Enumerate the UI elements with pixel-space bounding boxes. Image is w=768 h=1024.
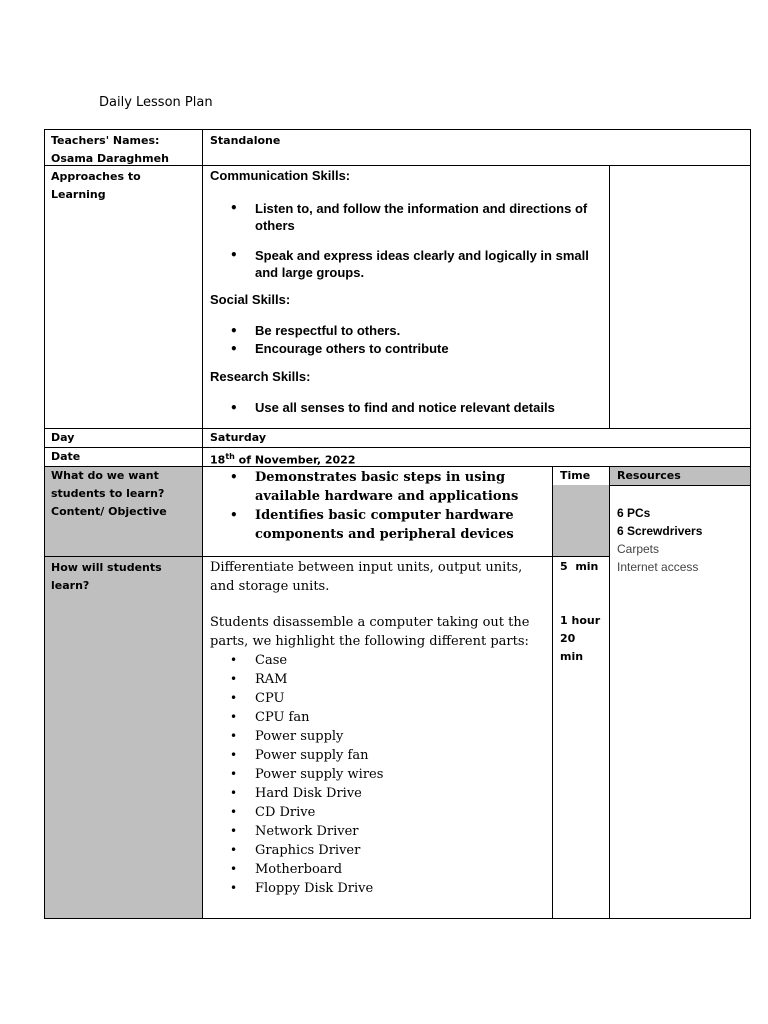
how-paragraph-1: Differentiate between input units, output units, and storage units. bbox=[210, 560, 523, 594]
list-item: • Motherboard bbox=[210, 860, 545, 879]
how-label-1: How will students bbox=[51, 561, 162, 574]
teacher-label: Teachers' Names: bbox=[51, 134, 160, 147]
list-item: • CPU fan bbox=[210, 708, 545, 727]
list-item: • Be respectful to others. bbox=[210, 322, 595, 340]
list-item: • Floppy Disk Drive bbox=[210, 879, 545, 898]
objective-content-cell bbox=[202, 466, 553, 557]
list-item: • Power supply fan bbox=[210, 746, 545, 765]
page-title: Daily Lesson Plan bbox=[99, 95, 213, 110]
unit-name: Standalone bbox=[210, 134, 281, 147]
list-item: • Network Driver bbox=[210, 822, 545, 841]
research-list bbox=[210, 399, 595, 417]
list-item: • Speak and express ideas clearly and logically in small and large groups. bbox=[210, 247, 595, 281]
resources-header-cell bbox=[609, 466, 751, 486]
teacher-name: Osama Daraghmeh bbox=[51, 152, 169, 165]
list-item: • Encourage others to contribute bbox=[210, 340, 595, 358]
day-label: Day bbox=[51, 431, 75, 444]
day-value-cell bbox=[202, 428, 751, 448]
objective-label-1: What do we want bbox=[51, 469, 159, 482]
approaches-label: Approaches to Learning bbox=[51, 170, 141, 201]
resource-item: Internet access bbox=[617, 560, 699, 574]
resources-header: Resources bbox=[617, 469, 681, 482]
date-rest: of November, 2022 bbox=[234, 453, 356, 467]
objective-list bbox=[210, 468, 545, 544]
resource-item: Carpets bbox=[617, 542, 660, 556]
list-item: • Graphics Driver bbox=[210, 841, 545, 860]
approaches-content-cell bbox=[202, 165, 610, 429]
time-header: Time bbox=[553, 467, 609, 485]
list-item: • Use all senses to find and notice relevant details bbox=[210, 399, 595, 417]
objective-label-cell bbox=[44, 466, 203, 557]
objective-label-2: students to learn? bbox=[51, 487, 165, 500]
list-item: • Hard Disk Drive bbox=[210, 784, 545, 803]
list-item: • Power supply bbox=[210, 727, 545, 746]
list-item: • CPU bbox=[210, 689, 545, 708]
communication-list bbox=[210, 200, 595, 281]
teacher-cell bbox=[44, 129, 203, 166]
social-list bbox=[210, 322, 595, 358]
list-item: • Case bbox=[210, 651, 545, 670]
resource-item: 6 Screwdrivers bbox=[617, 524, 703, 538]
social-heading: Social Skills: bbox=[210, 292, 291, 307]
how-label-cell bbox=[44, 556, 203, 919]
communication-heading: Communication Skills: bbox=[210, 168, 351, 183]
approaches-empty-cell bbox=[609, 165, 751, 429]
day-label-cell bbox=[44, 428, 203, 448]
how-label-2: learn? bbox=[51, 579, 90, 592]
unit-cell bbox=[202, 129, 751, 166]
list-item: • Power supply wires bbox=[210, 765, 545, 784]
time-entry-1: 5 min bbox=[560, 560, 599, 573]
parts-list bbox=[210, 651, 545, 898]
list-item: • Demonstrates basic steps in using available hardware and applications bbox=[210, 468, 545, 506]
how-paragraph-2: Students disassemble a computer taking out the parts, we highlight the following different parts: bbox=[210, 615, 530, 649]
date-value-cell bbox=[202, 447, 751, 467]
how-content-cell bbox=[202, 556, 553, 919]
list-item: • RAM bbox=[210, 670, 545, 689]
list-item: • Identifies basic computer hardware components and peripheral devices bbox=[210, 506, 545, 544]
research-heading: Research Skills: bbox=[210, 369, 311, 384]
date-day: 18 bbox=[210, 453, 226, 467]
time-entry-2b: 20 min bbox=[560, 632, 584, 663]
objective-label-3: Content/ Objective bbox=[51, 505, 167, 518]
day-value: Saturday bbox=[210, 431, 266, 444]
resource-item: 6 PCs bbox=[617, 506, 651, 520]
list-item: • CD Drive bbox=[210, 803, 545, 822]
approaches-label-cell bbox=[44, 165, 203, 429]
how-time-cell bbox=[552, 556, 610, 919]
time-header-cell bbox=[552, 466, 610, 557]
time-entry-2a: 1 hour bbox=[560, 614, 601, 627]
resources-cell bbox=[609, 485, 751, 919]
date-suffix: th bbox=[225, 452, 235, 461]
date-label: Date bbox=[51, 450, 81, 463]
date-label-cell bbox=[44, 447, 203, 467]
list-item: • Listen to, and follow the information and directions of others bbox=[210, 200, 595, 234]
